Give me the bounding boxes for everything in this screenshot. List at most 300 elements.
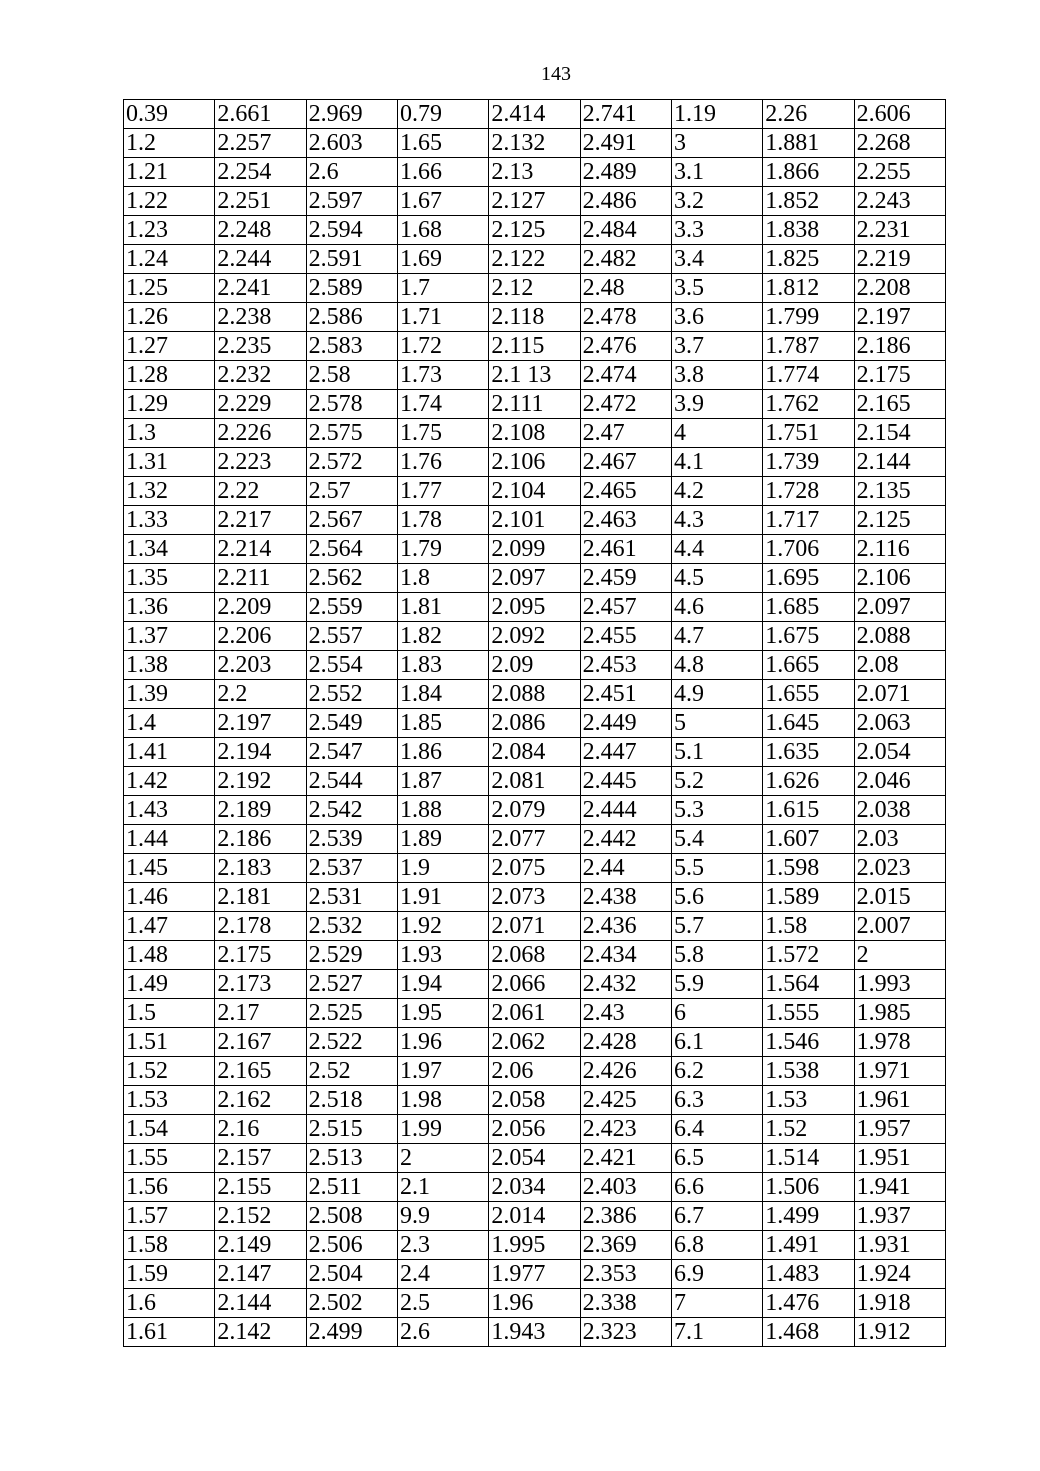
table-cell: 2.206 [215, 622, 306, 651]
table-cell: 3.5 [671, 274, 762, 303]
table-cell: 2.03 [854, 825, 945, 854]
table-cell: 2.061 [489, 999, 580, 1028]
table-cell: 5.2 [671, 767, 762, 796]
table-cell: 1.23 [124, 216, 215, 245]
table-cell: 2.079 [489, 796, 580, 825]
table-cell: 2.603 [306, 129, 397, 158]
table-cell: 2.229 [215, 390, 306, 419]
table-cell: 2.144 [854, 448, 945, 477]
table-row [124, 796, 946, 825]
table-cell: 2.189 [215, 796, 306, 825]
table-cell: 2.09 [489, 651, 580, 680]
table-cell: 1.37 [124, 622, 215, 651]
table-cell: 2.504 [306, 1260, 397, 1289]
table-cell: 2.48 [580, 274, 671, 303]
table-row [124, 158, 946, 187]
table-cell: 2.502 [306, 1289, 397, 1318]
table-cell: 2.268 [854, 129, 945, 158]
table-cell: 1.32 [124, 477, 215, 506]
table-cell: 1.538 [763, 1057, 854, 1086]
table-cell: 6.6 [671, 1173, 762, 1202]
table-cell: 6.2 [671, 1057, 762, 1086]
table-cell: 2.518 [306, 1086, 397, 1115]
table-row [124, 1231, 946, 1260]
table-cell: 2.086 [489, 709, 580, 738]
table-cell: 1.43 [124, 796, 215, 825]
table-cell: 2.062 [489, 1028, 580, 1057]
table-row [124, 767, 946, 796]
table-cell: 2.254 [215, 158, 306, 187]
table-cell: 2.455 [580, 622, 671, 651]
table-cell: 2.26 [763, 100, 854, 129]
table-row [124, 1086, 946, 1115]
table-cell: 2.186 [215, 825, 306, 854]
table-cell: 1.66 [397, 158, 488, 187]
table-cell: 2.511 [306, 1173, 397, 1202]
table-cell: 2.181 [215, 883, 306, 912]
table-cell: 1.717 [763, 506, 854, 535]
table-cell: 1.82 [397, 622, 488, 651]
table-cell: 1.61 [124, 1318, 215, 1347]
table-cell: 2.461 [580, 535, 671, 564]
table-cell: 4.7 [671, 622, 762, 651]
table-cell: 1.995 [489, 1231, 580, 1260]
table-cell: 1.28 [124, 361, 215, 390]
table-row [124, 1057, 946, 1086]
table-cell: 1.799 [763, 303, 854, 332]
table-row [124, 854, 946, 883]
table-cell: 1.46 [124, 883, 215, 912]
table-cell: 5.1 [671, 738, 762, 767]
table-cell: 3.2 [671, 187, 762, 216]
table-cell: 2.531 [306, 883, 397, 912]
table-cell: 2.552 [306, 680, 397, 709]
table-cell: 1.31 [124, 448, 215, 477]
table-cell: 2.186 [854, 332, 945, 361]
table-cell: 2.16 [215, 1115, 306, 1144]
table-cell: 1.564 [763, 970, 854, 999]
table-cell: 1.866 [763, 158, 854, 187]
table-cell: 1.97 [397, 1057, 488, 1086]
table-cell: 1.7 [397, 274, 488, 303]
table-cell: 1.812 [763, 274, 854, 303]
table-cell: 2.484 [580, 216, 671, 245]
table-cell: 7 [671, 1289, 762, 1318]
table-cell: 2.513 [306, 1144, 397, 1173]
table-cell: 2.162 [215, 1086, 306, 1115]
table-cell: 1.937 [854, 1202, 945, 1231]
table-row [124, 825, 946, 854]
table-cell: 1.52 [763, 1115, 854, 1144]
table-cell: 1.47 [124, 912, 215, 941]
table-cell: 1.751 [763, 419, 854, 448]
table-cell: 2.125 [489, 216, 580, 245]
table-cell: 2.17 [215, 999, 306, 1028]
table-cell: 1.68 [397, 216, 488, 245]
table-row [124, 999, 946, 1028]
table-cell: 2.6 [306, 158, 397, 187]
table-cell: 6.1 [671, 1028, 762, 1057]
table-cell: 1.92 [397, 912, 488, 941]
table-cell: 2.007 [854, 912, 945, 941]
table-cell: 1.615 [763, 796, 854, 825]
table-cell: 2.554 [306, 651, 397, 680]
table-row [124, 593, 946, 622]
table-cell: 1.985 [854, 999, 945, 1028]
table-cell: 2.969 [306, 100, 397, 129]
table-cell: 2.6 [397, 1318, 488, 1347]
table-row [124, 1289, 946, 1318]
table-cell: 2.088 [489, 680, 580, 709]
table-cell: 1.29 [124, 390, 215, 419]
table-cell: 2.353 [580, 1260, 671, 1289]
table-cell: 2.463 [580, 506, 671, 535]
table-cell: 1.71 [397, 303, 488, 332]
table-cell: 2.386 [580, 1202, 671, 1231]
table-cell: 2.241 [215, 274, 306, 303]
table-cell: 2.081 [489, 767, 580, 796]
table-cell: 2.589 [306, 274, 397, 303]
table-cell: 1.924 [854, 1260, 945, 1289]
table-cell: 2.167 [215, 1028, 306, 1057]
table-cell: 2.015 [854, 883, 945, 912]
table-cell: 2.066 [489, 970, 580, 999]
table-row [124, 738, 946, 767]
table-cell: 1.4 [124, 709, 215, 738]
table-cell: 4.3 [671, 506, 762, 535]
table-cell: 1.55 [124, 1144, 215, 1173]
table-cell: 2.459 [580, 564, 671, 593]
table-row [124, 912, 946, 941]
table-cell: 6.7 [671, 1202, 762, 1231]
table-cell: 2.597 [306, 187, 397, 216]
table-cell: 2.183 [215, 854, 306, 883]
table-cell: 1.72 [397, 332, 488, 361]
table-cell: 1.881 [763, 129, 854, 158]
table-cell: 2.606 [854, 100, 945, 129]
table-cell: 2.547 [306, 738, 397, 767]
table-cell: 2.209 [215, 593, 306, 622]
table-cell: 2.244 [215, 245, 306, 274]
table-cell: 1.931 [854, 1231, 945, 1260]
table-cell: 1.3 [124, 419, 215, 448]
table-cell: 4 [671, 419, 762, 448]
table-cell: 2.442 [580, 825, 671, 854]
table-cell: 1.53 [763, 1086, 854, 1115]
table-cell: 2.489 [580, 158, 671, 187]
table-cell: 2.132 [489, 129, 580, 158]
table-cell: 2.428 [580, 1028, 671, 1057]
table-cell: 1.626 [763, 767, 854, 796]
table-cell: 1.76 [397, 448, 488, 477]
table-cell: 2.211 [215, 564, 306, 593]
table-cell: 2.077 [489, 825, 580, 854]
table-cell: 2.194 [215, 738, 306, 767]
table-cell: 2.104 [489, 477, 580, 506]
table-cell: 1.6 [124, 1289, 215, 1318]
table-cell: 4.2 [671, 477, 762, 506]
table-cell: 2.255 [854, 158, 945, 187]
table-cell: 2.549 [306, 709, 397, 738]
table-cell: 2.071 [854, 680, 945, 709]
table-cell: 2.101 [489, 506, 580, 535]
table-cell: 2.323 [580, 1318, 671, 1347]
table-cell: 2.175 [215, 941, 306, 970]
table-cell: 2.451 [580, 680, 671, 709]
table-cell: 3.6 [671, 303, 762, 332]
table-cell: 1.2 [124, 129, 215, 158]
table-cell: 2.453 [580, 651, 671, 680]
table-cell: 2.434 [580, 941, 671, 970]
table-cell: 2.165 [854, 390, 945, 419]
table-cell: 2.432 [580, 970, 671, 999]
table-row [124, 1318, 946, 1347]
table-cell: 1.65 [397, 129, 488, 158]
table-cell: 1.79 [397, 535, 488, 564]
table-row [124, 622, 946, 651]
table-cell: 1.58 [763, 912, 854, 941]
table-cell: 1.49 [124, 970, 215, 999]
table-cell: 1.476 [763, 1289, 854, 1318]
table-row [124, 477, 946, 506]
table-cell: 2.426 [580, 1057, 671, 1086]
table-cell: 1.978 [854, 1028, 945, 1057]
table-cell: 2.586 [306, 303, 397, 332]
table-cell: 2.118 [489, 303, 580, 332]
table-cell: 1.95 [397, 999, 488, 1028]
table-cell: 5.5 [671, 854, 762, 883]
table-cell: 2.235 [215, 332, 306, 361]
table-cell: 2.014 [489, 1202, 580, 1231]
table-cell: 1.739 [763, 448, 854, 477]
table-cell: 1.34 [124, 535, 215, 564]
table-cell: 2.106 [489, 448, 580, 477]
table-cell: 2.073 [489, 883, 580, 912]
table-cell: 1.52 [124, 1057, 215, 1086]
table-cell: 2.52 [306, 1057, 397, 1086]
table-cell: 2.2 [215, 680, 306, 709]
table-cell: 1.91 [397, 883, 488, 912]
table-cell: 2.572 [306, 448, 397, 477]
table-cell: 2.08 [854, 651, 945, 680]
table-cell: 2.197 [215, 709, 306, 738]
table-cell: 2.594 [306, 216, 397, 245]
table-cell: 1.685 [763, 593, 854, 622]
table-cell: 2.476 [580, 332, 671, 361]
table-body [124, 100, 946, 1347]
table-cell: 2.449 [580, 709, 671, 738]
table-cell: 2.508 [306, 1202, 397, 1231]
table-cell: 1.971 [854, 1057, 945, 1086]
table-cell: 2.423 [580, 1115, 671, 1144]
table-cell: 1.506 [763, 1173, 854, 1202]
table-cell: 2.474 [580, 361, 671, 390]
table-cell: 1.44 [124, 825, 215, 854]
table-row [124, 361, 946, 390]
table-cell: 2.192 [215, 767, 306, 796]
table-cell: 1.941 [854, 1173, 945, 1202]
table-cell: 1.98 [397, 1086, 488, 1115]
table-cell: 2.532 [306, 912, 397, 941]
table-cell: 1.84 [397, 680, 488, 709]
table-row [124, 390, 946, 419]
table-cell: 2.175 [854, 361, 945, 390]
table-cell: 2.095 [489, 593, 580, 622]
table-cell: 1.993 [854, 970, 945, 999]
table-cell: 2.214 [215, 535, 306, 564]
table-cell: 1.5 [124, 999, 215, 1028]
table-cell: 2.257 [215, 129, 306, 158]
table-cell: 2.583 [306, 332, 397, 361]
table-cell: 2.3 [397, 1231, 488, 1260]
table-cell: 2.447 [580, 738, 671, 767]
table-cell: 1.96 [397, 1028, 488, 1057]
table-row [124, 709, 946, 738]
table-cell: 3.3 [671, 216, 762, 245]
table-cell: 1.89 [397, 825, 488, 854]
table-cell: 2.22 [215, 477, 306, 506]
table-cell: 1.96 [489, 1289, 580, 1318]
table-cell: 1.21 [124, 158, 215, 187]
table-cell: 6.3 [671, 1086, 762, 1115]
table-cell: 2.5 [397, 1289, 488, 1318]
table-cell: 2.165 [215, 1057, 306, 1086]
table-cell: 1.48 [124, 941, 215, 970]
table-cell: 2.144 [215, 1289, 306, 1318]
table-cell: 2.248 [215, 216, 306, 245]
table-cell: 2.092 [489, 622, 580, 651]
table-row [124, 1173, 946, 1202]
table-cell: 1.728 [763, 477, 854, 506]
table-cell: 2.421 [580, 1144, 671, 1173]
table-row [124, 1115, 946, 1144]
table-row [124, 680, 946, 709]
table-cell: 6.5 [671, 1144, 762, 1173]
table-cell: 1.35 [124, 564, 215, 593]
table-cell: 1.26 [124, 303, 215, 332]
table-cell: 1.825 [763, 245, 854, 274]
table-cell: 2.445 [580, 767, 671, 796]
table-cell: 2.436 [580, 912, 671, 941]
table-cell: 2.068 [489, 941, 580, 970]
table-cell: 2.232 [215, 361, 306, 390]
table-cell: 2.154 [854, 419, 945, 448]
table-cell: 1.53 [124, 1086, 215, 1115]
table-cell: 2.58 [306, 361, 397, 390]
table-cell: 1.75 [397, 419, 488, 448]
table-cell: 1.589 [763, 883, 854, 912]
table-cell: 5.9 [671, 970, 762, 999]
table-cell: 2.147 [215, 1260, 306, 1289]
table-cell: 1.77 [397, 477, 488, 506]
table-cell: 4.5 [671, 564, 762, 593]
table-cell: 2.338 [580, 1289, 671, 1318]
table-cell: 4.1 [671, 448, 762, 477]
table-cell: 1.78 [397, 506, 488, 535]
table-cell: 3.4 [671, 245, 762, 274]
table-row [124, 941, 946, 970]
table-cell: 2.559 [306, 593, 397, 622]
table-cell: 1.81 [397, 593, 488, 622]
table-cell: 2.111 [489, 390, 580, 419]
table-cell: 2.44 [580, 854, 671, 883]
table-cell: 2.4 [397, 1260, 488, 1289]
table-cell: 1.655 [763, 680, 854, 709]
table-cell: 2.12 [489, 274, 580, 303]
table-cell: 2.097 [489, 564, 580, 593]
table-cell: 2.063 [854, 709, 945, 738]
table-cell: 2.071 [489, 912, 580, 941]
table-cell: 2.243 [854, 187, 945, 216]
table-cell: 2.054 [854, 738, 945, 767]
table-cell: 2.106 [854, 564, 945, 593]
table-cell: 2.562 [306, 564, 397, 593]
table-cell: 2.578 [306, 390, 397, 419]
table-cell: 1.59 [124, 1260, 215, 1289]
table-cell: 0.79 [397, 100, 488, 129]
table-cell: 2.525 [306, 999, 397, 1028]
table-cell: 1.86 [397, 738, 488, 767]
table-cell: 1.83 [397, 651, 488, 680]
table-row [124, 216, 946, 245]
table-cell: 5 [671, 709, 762, 738]
table-cell: 2.152 [215, 1202, 306, 1231]
table-cell: 2.47 [580, 419, 671, 448]
table-row [124, 274, 946, 303]
table-cell: 2.482 [580, 245, 671, 274]
table-cell: 1.491 [763, 1231, 854, 1260]
table-cell: 2.108 [489, 419, 580, 448]
table-cell: 2.056 [489, 1115, 580, 1144]
table-cell: 1.22 [124, 187, 215, 216]
table-row [124, 332, 946, 361]
table-cell: 1.665 [763, 651, 854, 680]
table-cell: 1.8 [397, 564, 488, 593]
table-row [124, 1144, 946, 1173]
table-cell: 2.457 [580, 593, 671, 622]
table-cell: 2.522 [306, 1028, 397, 1057]
table-cell: 1.598 [763, 854, 854, 883]
table-cell: 1.675 [763, 622, 854, 651]
table-cell: 3.1 [671, 158, 762, 187]
table-cell: 1.33 [124, 506, 215, 535]
table-cell: 2.046 [854, 767, 945, 796]
table-row [124, 883, 946, 912]
table-row [124, 1202, 946, 1231]
table-cell: 1.918 [854, 1289, 945, 1318]
table-cell: 1.94 [397, 970, 488, 999]
table-cell: 1.838 [763, 216, 854, 245]
table-cell: 1.961 [854, 1086, 945, 1115]
table-cell: 2.116 [854, 535, 945, 564]
table-cell: 2.539 [306, 825, 397, 854]
table-cell: 2.515 [306, 1115, 397, 1144]
table-cell: 6 [671, 999, 762, 1028]
table-cell: 2.444 [580, 796, 671, 825]
table-cell: 1.41 [124, 738, 215, 767]
table-row [124, 564, 946, 593]
table-cell: 4.8 [671, 651, 762, 680]
table-cell: 2.038 [854, 796, 945, 825]
table-cell: 1.852 [763, 187, 854, 216]
table-cell: 2.537 [306, 854, 397, 883]
table-cell: 2.57 [306, 477, 397, 506]
table-cell: 2.122 [489, 245, 580, 274]
table-cell: 2.06 [489, 1057, 580, 1086]
table-cell: 2.499 [306, 1318, 397, 1347]
table-cell: 2.527 [306, 970, 397, 999]
table-cell: 1.468 [763, 1318, 854, 1347]
